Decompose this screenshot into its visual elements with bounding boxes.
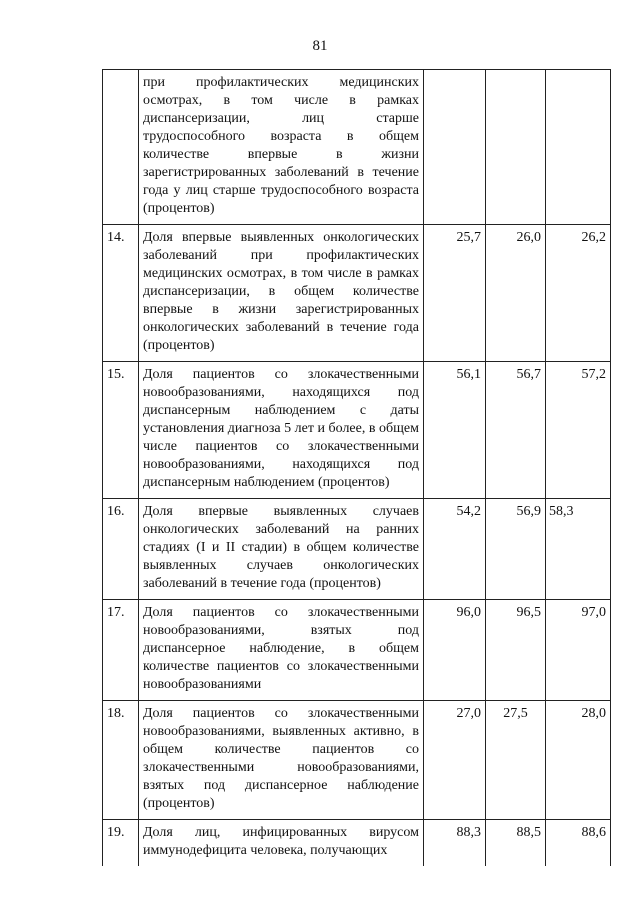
row-value-3: 28,0	[546, 701, 611, 820]
table-row	[103, 362, 611, 499]
row-number: 19.	[103, 820, 139, 867]
row-value-1	[424, 70, 486, 225]
row-value-2: 56,9	[486, 499, 546, 600]
row-number: 17.	[103, 600, 139, 701]
row-value-1: 27,0	[424, 701, 486, 820]
row-number: 15.	[103, 362, 139, 499]
row-description: Доля впервые выявленных случаев онкологических заболеваний на ранних стадиях (I и II стадии) в общем количестве выявленных случаев онкологических заболеваний в течение года (процентов)	[139, 499, 424, 600]
row-description: Доля лиц, инфицированных вирусом иммунодефицита человека, получающих	[139, 820, 424, 867]
row-value-1: 56,1	[424, 362, 486, 499]
row-value-1: 88,3	[424, 820, 486, 867]
row-description: Доля пациентов со злокачественными новообразованиями, выявленных активно, в общем количестве пациентов со злокачественными новообразованиями, взятых под диспансерное наблюдение (процентов)	[139, 701, 424, 820]
row-value-3: 97,0	[546, 600, 611, 701]
row-description: Доля впервые выявленных онкологических заболеваний при профилактических медицинских осмотрах, в том числе в рамках диспансеризации, в общем количестве впервые в жизни зарегистрированных онкологических заболеваний в течение года (процентов)	[139, 225, 424, 362]
indicators-table	[102, 69, 611, 866]
row-description: Доля пациентов со злокачественными новообразованиями, взятых под диспансерное наблюдение, в общем количестве пациентов со злокачественными новообразованиями	[139, 600, 424, 701]
row-value-3	[546, 70, 611, 225]
row-number: 18.	[103, 701, 139, 820]
row-number: 14.	[103, 225, 139, 362]
row-number	[103, 70, 139, 225]
table-row	[103, 701, 611, 820]
row-value-1: 25,7	[424, 225, 486, 362]
table-row	[103, 820, 611, 867]
row-description: при профилактических медицинских осмотрах, в том числе в рамках диспансеризации, лиц старше трудоспособного возраста в общем количестве впервые в жизни зарегистрированных заболеваний в течение года у лиц старше трудоспособного возраста (процентов)	[139, 70, 424, 225]
row-number: 16.	[103, 499, 139, 600]
table-row	[103, 600, 611, 701]
row-value-2: 26,0	[486, 225, 546, 362]
row-value-3: 58,3	[546, 499, 611, 600]
row-value-1: 96,0	[424, 600, 486, 701]
row-value-2	[486, 70, 546, 225]
row-description: Доля пациентов со злокачественными новообразованиями, находящихся под диспансерным наблюдением с даты установления диагноза 5 лет и более, в общем числе пациентов со злокачественными новообразованиями, находящихся под диспансерным наблюдением (процентов)	[139, 362, 424, 499]
row-value-2: 56,7	[486, 362, 546, 499]
page-number: 81	[312, 38, 328, 54]
table-row	[103, 499, 611, 600]
row-value-3: 88,6	[546, 820, 611, 867]
row-value-2: 88,5	[486, 820, 546, 867]
table-row	[103, 225, 611, 362]
row-value-2: 27,5	[486, 701, 546, 820]
row-value-3: 57,2	[546, 362, 611, 499]
row-value-1: 54,2	[424, 499, 486, 600]
table-row-continued	[103, 70, 611, 225]
row-value-3: 26,2	[546, 225, 611, 362]
row-value-2: 96,5	[486, 600, 546, 701]
